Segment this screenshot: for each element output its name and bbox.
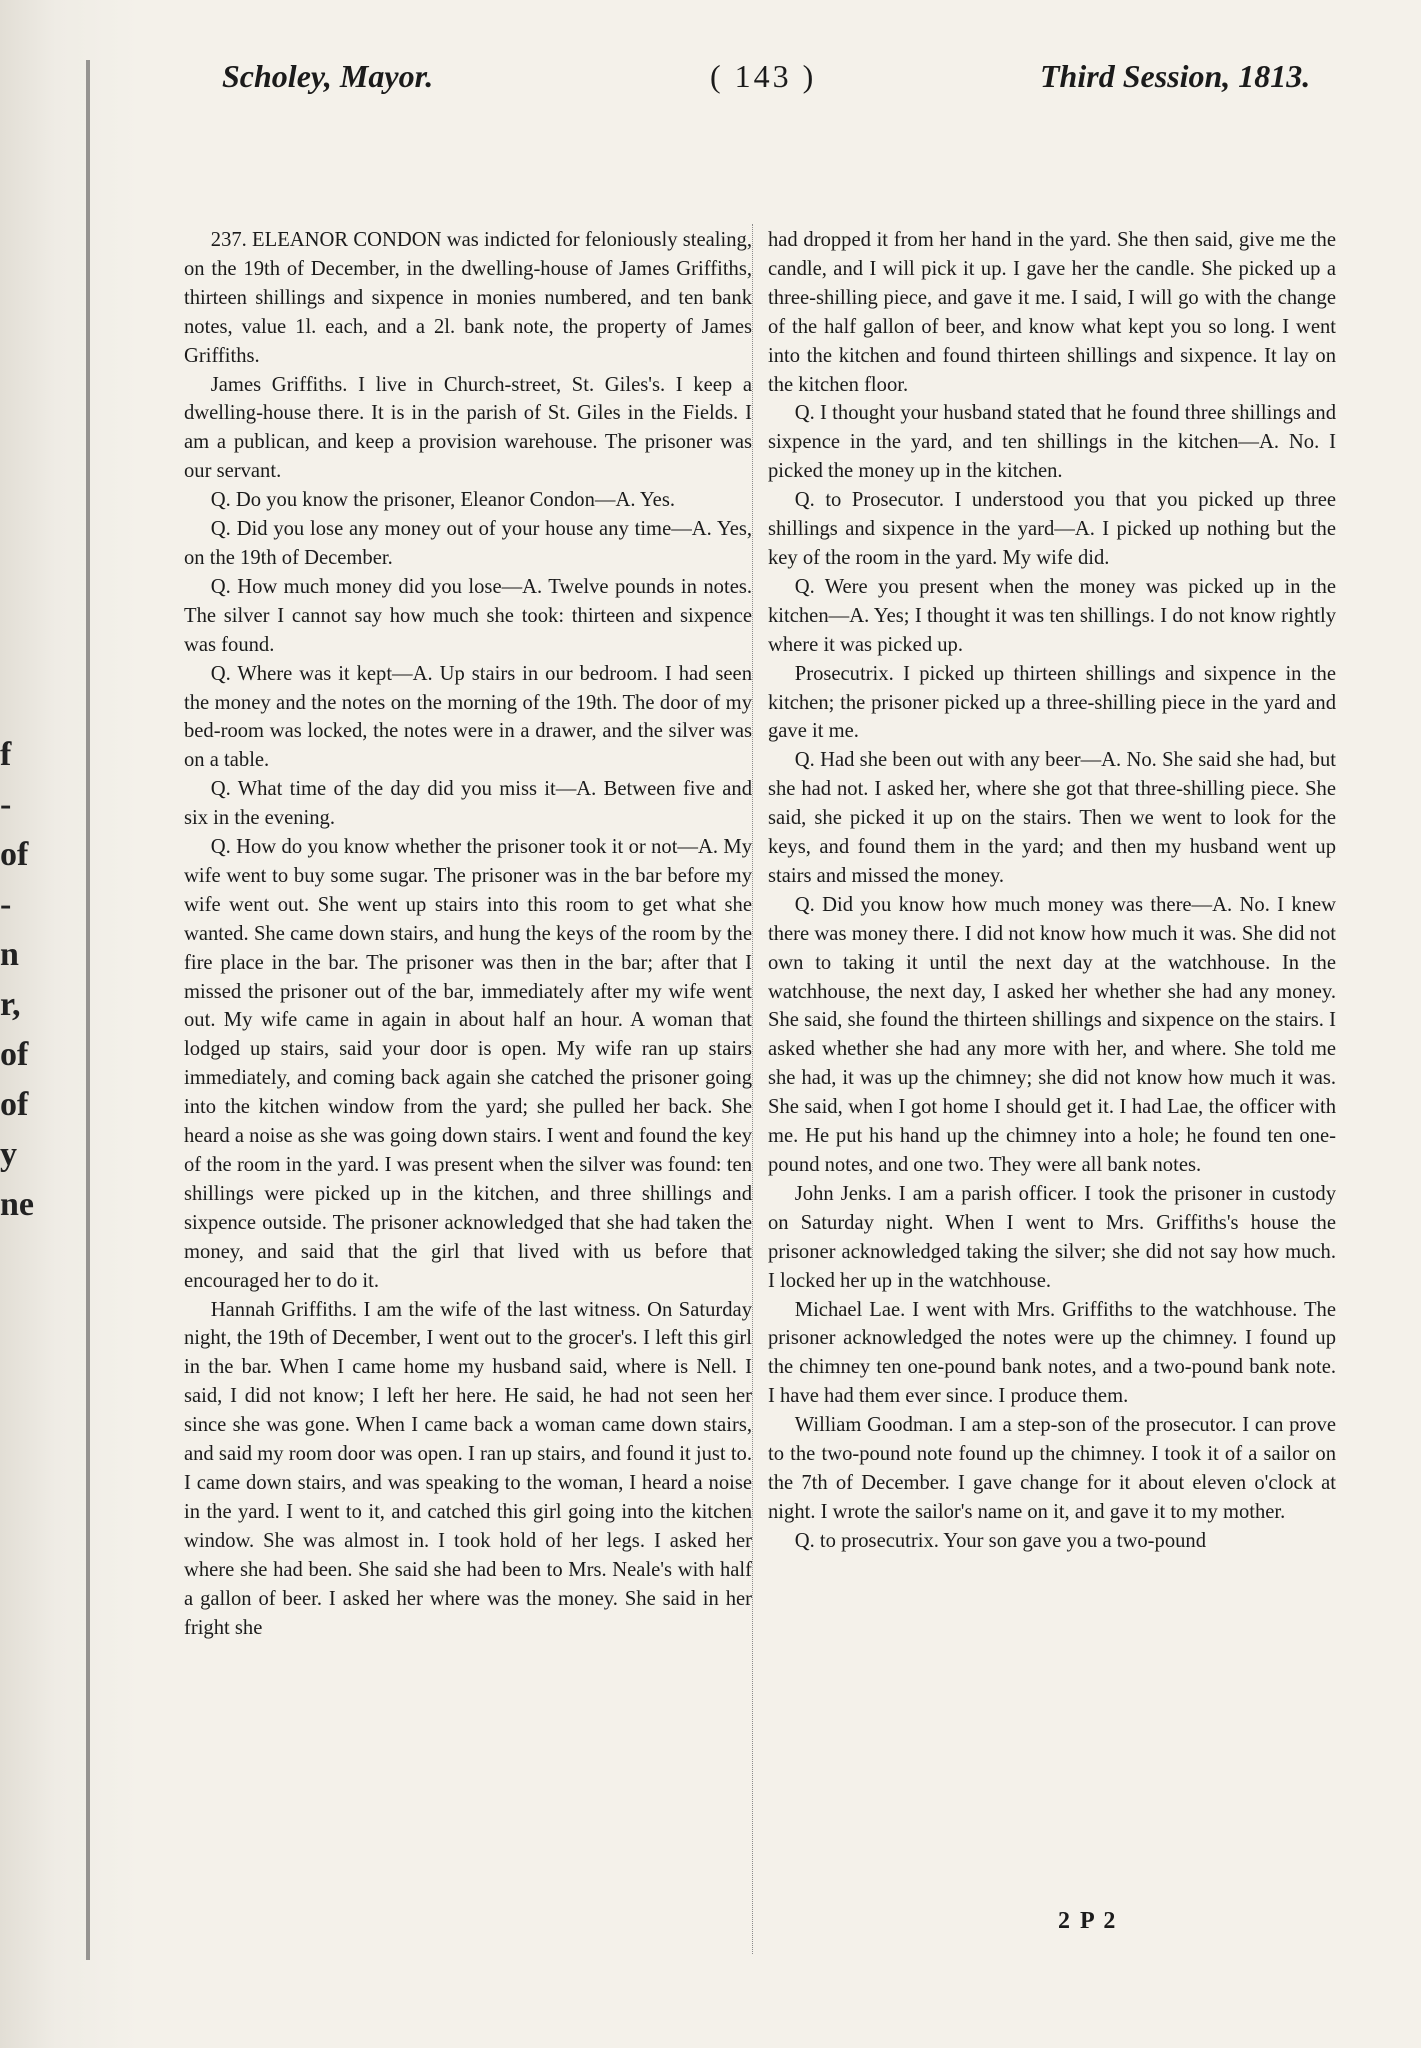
testimony-paragraph: Q. to prosecutrix. Your son gave you a two-pound — [794, 1529, 1207, 1552]
testimony-paragraph: Q. What time of the day did you miss it—A. Between five and six in the evening. — [184, 778, 752, 830]
fragment: r, — [0, 986, 21, 1023]
fragment: of — [0, 1086, 29, 1123]
fragment: - — [0, 786, 12, 823]
header-session: Third Session, 1813. — [1040, 58, 1311, 94]
testimony-paragraph: John Jenks. I am a parish officer. I took the prisoner in custody on Saturday night. When I went to Mrs. Griffiths's house the prisoner acknowledged taking the silver; she did not say how much. I locked her up in the watchhouse. — [768, 1182, 1336, 1292]
testimony-paragraph: Michael Lae. I went with Mrs. Griffiths to the watchhouse. The prisoner acknowledged the notes were up the chimney. I found up the chimney ten one-pound bank notes, and a two-pound bank note. I have had them ever since. I produce them. — [768, 1298, 1336, 1408]
testimony-paragraph: Q. Did you know how much money was there—A. No. I knew there was money there. I did not know how much it was. She did not own to taking it until the next day at the watchhouse. In the watchhouse, the next day, I asked her whether she had any money. She said, she found the thirteen shillings and sixpence on the stairs. I asked whether she had any more with her, and where. She told me she had, it was up the chimney; she did not know how much it was. She said, when I got home I should get it. I had Lae, the officer with me. He put his hand up the chimney into a hole; he found ten one-pound notes, and one two. They were all bank notes. — [768, 893, 1336, 1176]
testimony-paragraph: Q. Where was it kept—A. Up stairs in our bedroom. I had seen the money and the notes on the morning of the 19th. The door of my bed-room was locked, the notes were in a drawer, and the silver was on a table. — [184, 662, 752, 772]
header-mayor: Scholey, Mayor. — [222, 58, 434, 94]
testimony-paragraph: Q. How much money did you lose—A. Twelve pounds in notes. The silver I cannot say how much she took: thirteen and sixpence was found. — [184, 575, 752, 656]
testimony-paragraph: James Griffiths. I live in Church-street, St. Giles's. I keep a dwelling-house there. It is in the parish of St. Giles in the Fields. I am a publican, and keep a provision warehouse. The prisoner was our servant. — [184, 373, 752, 483]
fragment: - — [0, 886, 12, 923]
testimony-paragraph: William Goodman. I am a step-son of the prosecutor. I can prove to the two-pound note found up the chimney. I took it of a sailor on the 7th of December. I gave change for it about eleven o'clock at night. I wrote the sailor's name on it, and gave it to my mother. — [768, 1414, 1336, 1523]
testimony-paragraph: Q. How do you know whether the prisoner took it or not—A. My wife went to buy some sugar. The prisoner was in the bar before my wife went out. She went up stairs into this room to get what she wanted. She came down stairs, and hung the keys of the room by the fire place in the bar. The prisoner was then in the bar; after that I missed the prisoner out of the bar, immediately after my wife went out. My wife came in again in about half an hour. A woman that lodged up stairs, said your door is open. My wife ran up stairs immediately, and coming back again she catched the prisoner going into the kitchen window from the yard; she pulled her back. She heard a noise as she was going down stairs. I went and found the key of the room in the yard. I was present when the silver was found: ten shillings were picked up in the kitchen, and three shillings and sixpence outside. The prisoner acknowledged that she had taken the money, and said that the girl that lived with us before that encouraged her to do it. — [184, 836, 752, 1292]
left-column — [184, 226, 752, 1642]
fragment: f — [0, 736, 12, 773]
previous-page-edge-fragments — [0, 730, 40, 1230]
page-number: ( 143 ) — [710, 58, 817, 94]
testimony-paragraph: had dropped it from her hand in the yard. She then said, give me the candle, and I will pick it up. I gave her the candle. She picked up a three-shilling piece, and gave it me. I said, I will go with the change of the half gallon of beer, and know what kept you so long. I went into the kitchen and found thirteen shillings and sixpence. It lay on the kitchen floor. — [768, 229, 1336, 396]
testimony-paragraph: Q. Do you know the prisoner, Eleanor Condon—A. Yes. — [210, 489, 675, 512]
testimony-paragraph: Q. Did you lose any money out of your house any time—A. Yes, on the 19th of December. — [184, 518, 752, 569]
testimony-paragraph: Q. Were you present when the money was picked up in the kitchen—A. Yes; I thought it was ten shillings. I do not know rightly where it was picked up. — [768, 575, 1336, 656]
testimony-paragraph: Hannah Griffiths. I am the wife of the last witness. On Saturday night, the 19th of December, I went out to the grocer's. I left this girl in the bar. When I came home my husband said, where is Nell. I said, I did not know; I left her here. He said, he had not seen her since she was gone. When I came back a woman came down stairs, and said my room door was open. I ran up stairs, and found it just to. I came down stairs, and was speaking to the woman, I heard a noise in the yard. I went to it, and catched this girl going into the kitchen window. She was almost in. I took hold of her legs. I asked her where she had been. She said she had been to Mrs. Neale's with half a gallon of beer. I asked her where was the money. She said in her fright she — [184, 1298, 752, 1639]
fragment: of — [0, 836, 29, 873]
testimony-paragraph: Q. Had she been out with any beer—A. No. She said she had, but she had not. I asked her, where she got that three-shilling piece. She said, she picked it up on the stairs. Then we went to look for the keys, and found them in the yard; and then my husband went up stairs and missed the money. — [768, 749, 1336, 887]
case-heading-paragraph: 237. ELEANOR CONDON was indicted for feloniously stealing, on the 19th of December, in the dwelling-house of James Griffiths, thirteen shillings and sixpence in monies numbered, and ten bank notes, value 1l. each, and a 2l. bank note, the property of James Griffiths. — [184, 229, 752, 367]
column-divider — [752, 224, 754, 1954]
fragment: n — [0, 936, 19, 973]
fragment: of — [0, 1036, 29, 1073]
testimony-paragraph: Q. to Prosecutor. I understood you that you picked up three shillings and sixpence in the yard—A. I picked up nothing but the key of the room in the yard. My wife did. — [768, 489, 1336, 569]
right-column — [768, 226, 1336, 1556]
running-header — [0, 58, 1421, 118]
binding-rule — [86, 60, 90, 1960]
testimony-paragraph: Q. I thought your husband stated that he found three shillings and sixpence in the yard, and ten shillings in the kitchen—A. No. I picked the money up in the kitchen. — [768, 402, 1336, 483]
fragment: ne — [0, 1186, 34, 1223]
fragment: y — [0, 1136, 17, 1173]
testimony-paragraph: Prosecutrix. I picked up thirteen shillings and sixpence in the kitchen; the prisoner picked up a three-shilling piece in the yard and gave it me. — [768, 662, 1336, 743]
signature-mark: 2 P 2 — [1058, 1908, 1118, 1934]
